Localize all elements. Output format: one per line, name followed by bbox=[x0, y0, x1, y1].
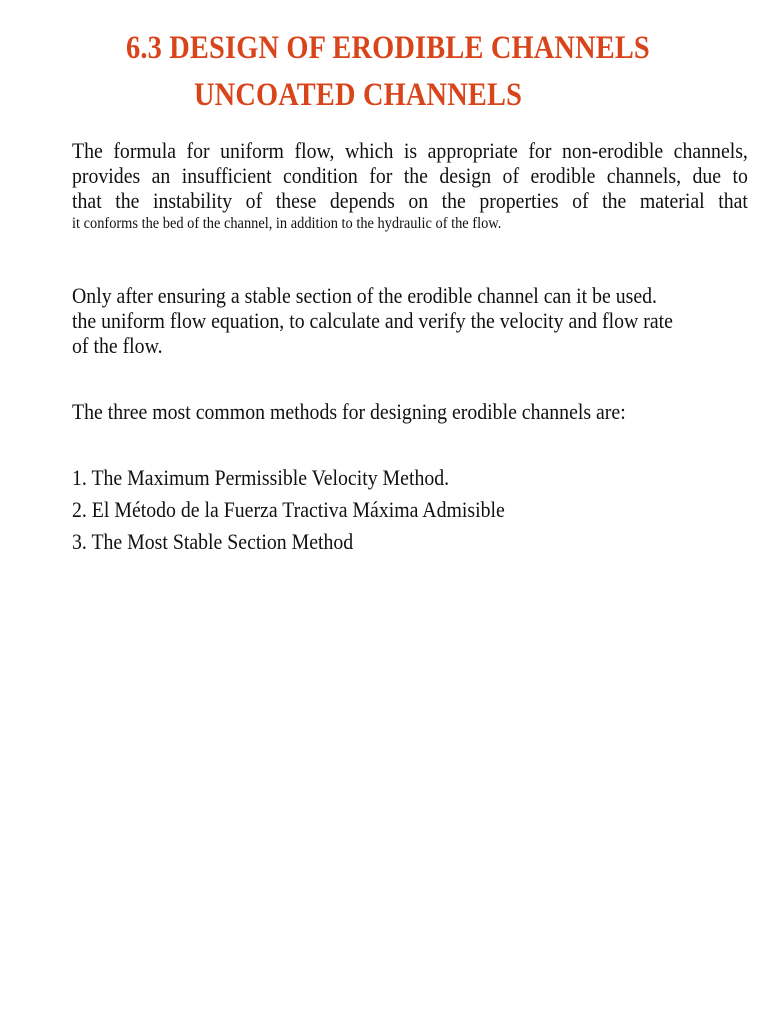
list-item: 2. El Método de la Fuerza Tractiva Máxima Admisible bbox=[72, 497, 505, 522]
paragraph-line: of the flow. bbox=[72, 333, 163, 358]
paragraph-line: The three most common methods for designing erodible channels are: bbox=[72, 399, 626, 424]
page-title-line-2: UNCOATED CHANNELS bbox=[194, 77, 523, 113]
paragraph-line: provides an insufficient condition for the design of erodible channels, due to bbox=[72, 163, 748, 188]
paragraph-methods-intro bbox=[72, 399, 680, 424]
list-item: 1. The Maximum Permissible Velocity Method. bbox=[72, 465, 450, 490]
paragraph-stable-section bbox=[72, 283, 680, 358]
methods-list bbox=[72, 462, 680, 558]
paragraph-line: it conforms the bed of the channel, in addition to the hydraulic of the flow. bbox=[72, 215, 502, 232]
paragraph-line: Only after ensuring a stable section of the erodible channel can it be used. bbox=[72, 283, 657, 308]
page-title-line-1: 6.3 DESIGN OF ERODIBLE CHANNELS bbox=[126, 30, 650, 66]
paragraph-line: The formula for uniform flow, which is appropriate for non-erodible channels, bbox=[72, 138, 748, 163]
paragraph-line: the uniform flow equation, to calculate and verify the velocity and flow rate bbox=[72, 308, 673, 333]
paragraph-uniform-flow bbox=[72, 138, 748, 234]
list-item: 3. The Most Stable Section Method bbox=[72, 529, 354, 554]
paragraph-line: that the instability of these depends on the properties of the material that bbox=[72, 188, 748, 213]
